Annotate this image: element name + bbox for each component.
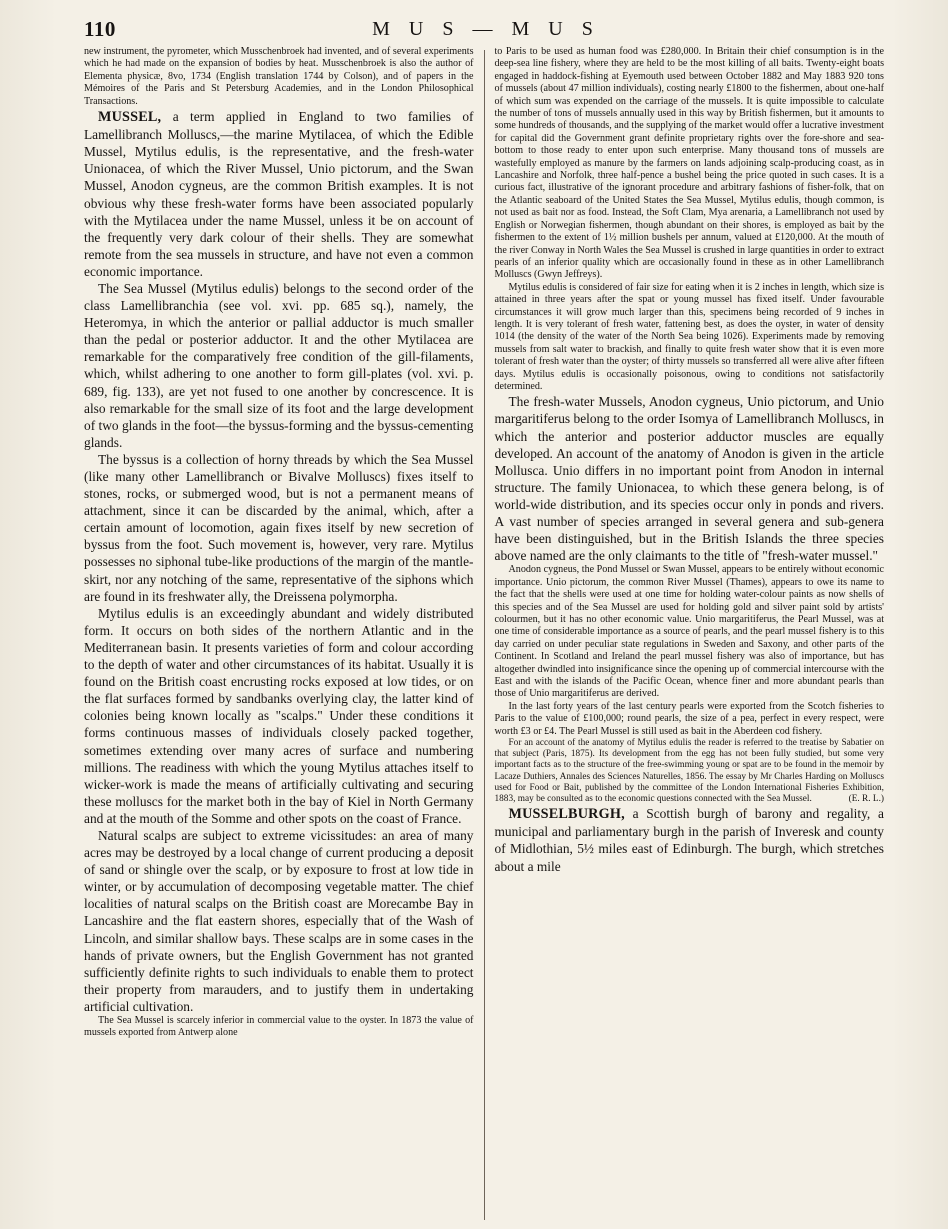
paragraph-pearls: In the last forty years of the last century pearls were exported from the Scotch fisheries to Paris to the value of £100,000; round pearls, the size of a pea, perfect in every respect, were worth £3 or £4. The Pearl Mussel is still used as bait in the Aberdeen cod fishery.	[494, 700, 884, 737]
page-header	[84, 14, 888, 44]
headword-mussel: MUSSEL,	[98, 109, 162, 126]
paragraph-mussel-6: The Sea Mussel is scarcely inferior in commercial value to the oyster. In 1873 the value of mussels exported from Antwerp alone	[84, 1015, 474, 1039]
headword-musselburgh: MUSSELBURGH,	[508, 806, 625, 823]
left-column	[84, 46, 484, 1224]
right-column	[485, 46, 885, 1224]
paragraph-mussel-2: The Sea Mussel (Mytilus edulis) belongs to the second order of the class Lamellibranchia (see vol. xvi. pp. 685 sq.), namely, the Heteromya, in which the anterior or pallial adductor is much smaller than the pedal or posterior adductor. It and the other Mytilacea are remarkable for the comparatively free condition of the gill-filaments, which, whilst adhering to one another to form gill-plates (vol. xvi. p. 689, fig. 133), are yet not fused to one another by concrescence. It is also remarkable for the small size of its foot and the large development of two glands in the foot—the byssus-forming and the byssus-cementing glands.	[84, 280, 474, 450]
paragraph-anodon: Anodon cygneus, the Pond Mussel or Swan Mussel, appears to be entirely without economic importance. Unio pictorum, the common River Mussel (Thames), appears to owe its name to the fact that the shells were used at one time for holding water-colour paints as now shells of this species and of the Sea Mussel are used for holding gold and silver paint sold by artists' colourmen, but it has no other economic value. Unio margaritiferus, the Pearl Mussel, was at one time of considerable importance as a source of pearls, and the pearl mussel fishery is to this day carried on under peculiar state regulations in Sweden and Saxony, and other parts of the Continent. In Scotland and Ireland the pearl mussel fishery was also of importance, but has altogether dwindled into insignificance since the opening up of commercial intercourse with the East and with the islands of the Pacific Ocean, whence finer and more abundant pearls than those of Unio margaritiferus are derived.	[494, 564, 884, 700]
paragraph-musselburgh: a Scottish burgh of barony and regality, a municipal and parliamentary burgh in the parish of Inveresk and county of Midlothian, 5½ miles east of Edinburgh. The burgh, which stretches about a mile	[494, 806, 884, 874]
paragraph-mussel-5: Natural scalps are subject to extreme vicissitudes: an area of many acres may be destroyed by a local change of current producing a deposit of sand or shingle over the scalp, or by exposure to frost at low tide in winter, or by accumulation of decomposing vegetable matter. The chief localities of natural scalps on the British coast are Morecambe Bay in Lancashire and the flat eastern shores, especially that of the Wash of Lincoln, and similar shallow bays. These scalps are in some cases in the hands of private owners, but the English Government has not granted sufficiently definite rights to such individuals to enable them to protect their property from marauders, and to justify them in undertaking artificial cultivation.	[84, 827, 474, 1014]
paragraph-mussel-4: Mytilus edulis is an exceedingly abundant and widely distributed form. It occurs on both sides of the northern Atlantic and in the Mediterranean basin. It presents varieties of form and colour according to the depth of water and other circumstances of its habitat. Usually it is found on the British coast encrusting rocks exposed at low tides, or on the flat surfaces formed by sandbanks overlying clay, the latter kind of colonies being known locally as "scalps." Under these conditions it forms continuous masses of individuals closely packed together, sometimes extending over many acres of surface and numbering millions. The readiness with which the young Mytilus attaches itself to wicker-work is made the means of artificially cultivating and securing these molluscs for the market both in the bay of Kiel in North Germany and at the mouth of the Somme and other spots on the coast of France.	[84, 605, 474, 826]
footnote	[495, 738, 885, 805]
entry-musselburgh	[495, 805, 885, 874]
page-number: 110	[84, 16, 116, 41]
paragraph-intro: new instrument, the pyrometer, which Musschenbroek had invented, and of several experiments which he had made on the expansion of bodies by heat. Musschenbroek is also the author of Elementa physicæ, 8vo, 1734 (English translation 1744 by Colson), and of papers in the Mémoires of the Paris and St Petersburg Academies, and in the London Philosophical Transactions.	[84, 46, 474, 107]
paragraph-freshwater: The fresh-water Mussels, Anodon cygneus, Unio pictorum, and Unio margaritiferus belong to the order Isomya of Lamellibranch Molluscs, in which the anterior and posterior adductor muscles are equally developed. An account of the anatomy of Anodon is given in the article Mollusca. Unio differs in no important point from Anodon in internal structure. The family Unionacea, to which these genera belong, is of world-wide distribution, and its species occur only in ponds and rivers. A vast number of species arranged in several genera and sub-genera have been distinguished, but in the British Islands the three species above named are the only claimants to the title of "fresh-water mussel."	[494, 394, 884, 564]
entry-mussel	[84, 108, 474, 280]
text-columns	[84, 46, 884, 1224]
running-head: M U S — M U S	[372, 17, 600, 40]
author-signature: (E. R. L.)	[848, 794, 884, 805]
paragraph-mussel-3: The byssus is a collection of horny threads by which the Sea Mussel (like many other Lamellibranch or Bivalve Molluscs) fixes itself to stones, rocks, or submerged wood, but is not a permanent means of attachment, since it can be discarded by the animal, which, after a certain amount of locomotion, again fixes itself by new secretion of byssus from the foot. Such movement is, however, very rare. Mytilus possesses no siphonal tube-like productions of the margin of the mantle-skirt, nor any notching of the same, representative of the siphons which are found in its freshwater ally, the Dreissena polymorpha.	[84, 451, 474, 604]
paragraph-size: Mytilus edulis is considered of fair size for eating when it is 2 inches in length, which size is attained in three years after the spat or young mussel has fixed itself. Under favourable circumstances it will grow much larger than this, specimens being recorded of 9 inches in length. It is very tolerant of fresh water, fattening best, as does the oyster, in water of density 1014 (the density of the water of the North Sea being 1026). Experiments made by removing mussels from salt water to brackish, and finally to quite fresh water show that it is even more tolerant of fresh water than the oyster; of thirty mussels so transferred all were alive after fifteen days. Mytilus edulis is occasionally poisonous, owing to conditions not satisfactorily determined.	[494, 281, 884, 392]
footnote-text: For an account of the anatomy of Mytilus edulis the reader is referred to the treatise by Sabatier on that subject (Paris, 1875). Its development from the egg has not been fully studied, but some very important facts as to the structure of the free-swimming young or spat are to be found in the memoir by Lacaze Duthiers, Annales des Sciences Naturelles, 1856. The essay by Mr Charles Harding on Molluscs used for Food or Bait, published by the committee of the London International Fisheries Exhibition, 1883, may be consulted as to the economic questions connected with the Sea Mussel.	[494, 738, 884, 805]
paragraph-food: to Paris to be used as human food was £280,000. In Britain their chief consumption is in the deep-sea line fishery, where they are held to be the most killing of all baits. Twenty-eight boats engaged in haddock-fishing at Eyemouth used between October 1882 and May 1883 920 tons of mussels (about 47 million individuals), costing nearly £1800 to the fishermen, about one-half of which sum was expended on the carriage of the mussels. It is quite impossible to calculate the number of tons of mussels annually used in this way by British fishermen, but it amounts to some hundreds of thousands, and the supplying of the market would offer a lucrative investment for capital did the Government grant definite proprietary rights over the fore-shore and sea-bottom to those ready to enter upon such enterprise. Many thousand tons of mussels are wastefully employed as manure by the farmers on lands adjoining scalp-producing coast, as in Lancashire and Norfolk, three half-pence a bushel being the price quoted in such cases. It is a curious fact, illustrative of the ignorant procedure and arbitrary fashions of fisher-folk, that on the Atlantic seaboard of the United States the Sea Mussel, Mytilus edulis, though common, is not used as bait nor as food. Instead, the Soft Clam, Mya arenaria, a Lamellibranch not used by English or Norwegian fishermen, though abundant on their shores, is employed as bait by the fishermen to the extent of 1½ million bushels per annum, valued at £120,000. At the mouth of the river Conway in North Wales the Sea Mussel is crushed in large quantities in order to extract pearls of an inferior quality which are occasionally found in these as in other Lamellibranch Molluscs (Gwyn Jeffreys).	[494, 46, 884, 281]
paragraph-mussel-1: a term applied in England to two families of Lamellibranch Molluscs,—the marine Mytilacea, of which the Edible Mussel, Mytilus edulis, is the representative, and the fresh-water Unionacea, of which the River Mussel, Unio pictorum, and the Swan Mussel, Anodon cygneus, are the common British examples. It is not obvious why these fresh-water forms have been associated popularly with the Mytilacea under the name Mussel, unless it be on account of the frequently very dark colour of their shells. They are somewhat remote from the sea mussels in structure, and have not even a common economic importance.	[84, 109, 474, 279]
